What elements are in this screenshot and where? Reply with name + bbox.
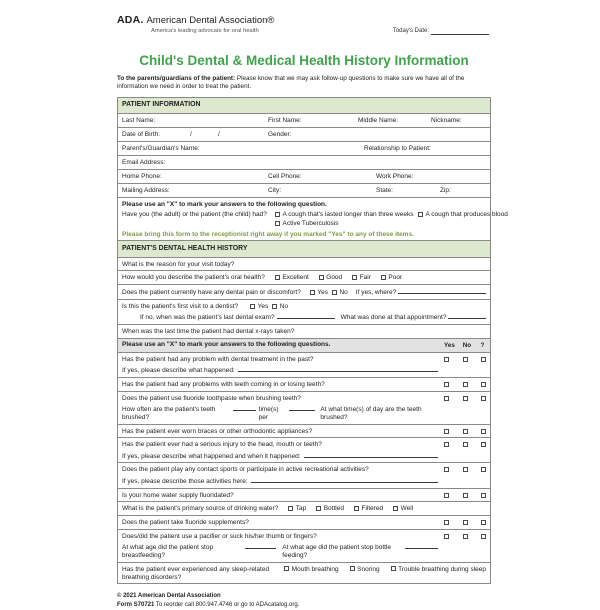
relationship-label: Relationship to Patient: (364, 144, 431, 152)
cough-question: Have you (the adult) or the patient (the child) had? (122, 211, 267, 219)
filtered-checkbox[interactable] (354, 506, 359, 511)
q8-text: What is the patient's primary source of drinking water? (122, 505, 279, 513)
q2-answers (444, 381, 486, 389)
address-row (118, 183, 490, 197)
pain-where-blank[interactable] (398, 288, 486, 294)
oral-health-row (118, 270, 490, 284)
pain-yes-checkbox[interactable] (310, 290, 315, 295)
zip-label: Zip: (440, 186, 451, 194)
dental-pain-question: Does the patient currently have any dental pain or discomfort? (122, 289, 301, 297)
work-phone-label: Work Phone: (376, 172, 414, 180)
oral-health-question: How would you describe the patient's oral health? (122, 274, 265, 282)
intro-body: Please know that we may ask follow-up questions to make sure we have all of the information we need in order to treat the patient. (117, 75, 465, 91)
question-row-pacifier (118, 529, 490, 562)
dental-pain-row (118, 284, 490, 299)
todays-date-label: Today's Date: (392, 28, 429, 34)
q5-main (122, 441, 444, 460)
cough-option-weeks (275, 211, 413, 219)
dob-gender-row (118, 127, 490, 141)
first-visit-no-checkbox[interactable] (272, 304, 277, 309)
mouth-breathing-label: Mouth breathing (291, 565, 339, 573)
visit-reason-question: What is the reason for your visit today? (122, 260, 235, 268)
first-visit-line1 (122, 303, 486, 311)
ada-logo (117, 14, 491, 27)
q10-yes-checkbox[interactable] (444, 534, 449, 539)
q4-yes-checkbox[interactable] (444, 429, 449, 434)
snoring-label: Snoring (357, 565, 380, 573)
form-header (117, 14, 491, 44)
q1-main (122, 356, 444, 375)
pain-yes-option (310, 289, 328, 297)
q11-text: Has the patient ever experienced any sleep-related breathing disorders? (122, 565, 270, 581)
dob-slash-2: / (218, 130, 220, 138)
q5-text: Has the patient ever had a serious injury to the head, mouth or teeth? (122, 441, 322, 449)
q3-answers (444, 395, 486, 422)
reorder-line (117, 601, 491, 610)
sleep-option-trouble-breathing (391, 566, 486, 574)
q10-main (122, 533, 444, 560)
email-label: Email Address: (122, 158, 166, 166)
yes-no-column-labels (444, 342, 486, 350)
question-row-contact-sports (118, 462, 490, 487)
cough-weeks-label: A cough that's lasted longer than three weeks (282, 211, 414, 219)
q2-text: Has the patient had any problems with teeth coming in or losing teeth? (122, 380, 325, 388)
sleep-option-snoring (350, 566, 380, 574)
email-row (118, 155, 490, 169)
q10-unsure-checkbox[interactable] (481, 534, 486, 539)
q4-text: Has the patient ever worn braces or other orthodontic appliances? (122, 427, 313, 435)
q3-text: Does the patient use fluoride toothpaste when brushing teeth? (122, 394, 301, 402)
question-row-fluoride-supplements (118, 515, 490, 529)
well-checkbox[interactable] (393, 506, 398, 511)
xrays-question: When was the last time the patient had dental x-rays taken? (122, 328, 295, 336)
q10-bottle-blank[interactable] (405, 543, 438, 549)
q10-no-checkbox[interactable] (463, 534, 468, 539)
q5-sub-label: If yes, please describe what happened and when it happened: (122, 452, 301, 460)
last-name-label: Last Name: (122, 116, 156, 124)
q10-breastfeeding-blank[interactable] (245, 543, 277, 549)
pain-yes-label: Yes (317, 289, 328, 297)
question-row-sleep-breathing (118, 562, 490, 584)
section-patient-information: PATIENT INFORMATION (118, 98, 490, 113)
q9-answers (444, 519, 486, 527)
q3-no-checkbox[interactable] (463, 396, 468, 401)
q7-no-checkbox[interactable] (463, 493, 468, 498)
copyright-line: © 2021 American Dental Association (117, 593, 221, 600)
first-visit-no-label: No (279, 303, 289, 311)
appointment-blank[interactable] (448, 313, 486, 319)
q6-no-checkbox[interactable] (463, 467, 468, 472)
ada-tagline: America's leading advocate for oral health (151, 27, 259, 34)
mailing-address-label: Mailing Address: (122, 186, 170, 194)
water-option-filtered (354, 505, 383, 513)
q10-answers (444, 533, 486, 560)
fair-checkbox[interactable] (352, 275, 357, 280)
q1-blank[interactable] (238, 366, 438, 372)
bottled-checkbox[interactable] (316, 506, 321, 511)
q3-times-blank[interactable] (233, 405, 256, 411)
q2-yes-checkbox[interactable] (444, 382, 449, 387)
cough-instruction: Please use an "X" to mark your answers to the following question. (122, 200, 327, 208)
water-option-bottled (316, 505, 344, 513)
col-yes-label: Yes (444, 341, 455, 349)
q6-yes-checkbox[interactable] (444, 467, 449, 472)
sleep-option-mouth-breathing (284, 566, 338, 574)
q1-sub-label: If yes, please describe what happened: (122, 367, 235, 375)
excellent-label: Excellent (282, 274, 309, 282)
q10-sub-label-1: At what age did the patient stop breastfeeding? (122, 544, 214, 560)
tap-checkbox[interactable] (288, 506, 293, 511)
q7-answers (444, 492, 486, 500)
last-exam-blank[interactable] (277, 313, 335, 319)
q1-answers (444, 356, 486, 375)
appointment-label: What was done at that appointment? (340, 314, 447, 322)
pain-no-label: No (339, 289, 348, 297)
state-label: State: (376, 186, 393, 194)
q7-yes-checkbox[interactable] (444, 493, 449, 498)
q9-yes-checkbox[interactable] (444, 520, 449, 525)
question-row-water-fluoridated (118, 488, 490, 502)
first-visit-yes-label: Yes (257, 303, 269, 311)
q10-sub (122, 543, 438, 560)
intro-paragraph (117, 75, 491, 91)
ada-logo-name: American Dental Association® (146, 15, 275, 26)
oral-health-option-fair (352, 274, 371, 282)
yes-no-instruction: Please use an "X" to mark your answers to the following questions. (122, 341, 331, 349)
q3-sub (122, 405, 438, 422)
q7-text: Is your home water supply fluoridated? (122, 491, 234, 499)
oral-health-option-poor (381, 274, 402, 282)
child-dental-history-form (117, 14, 508, 610)
water-option-tap (288, 505, 306, 513)
q1-no-checkbox[interactable] (463, 357, 468, 362)
poor-label: Poor (388, 274, 403, 282)
q4-unsure-checkbox[interactable] (481, 429, 486, 434)
visit-reason-row (118, 257, 490, 271)
phone-row (118, 169, 490, 183)
oral-health-option-excellent (275, 274, 309, 282)
q5-yes-checkbox[interactable] (444, 442, 449, 447)
filtered-label: Filtered (361, 505, 384, 513)
trouble-breathing-checkbox[interactable] (391, 566, 396, 571)
q3-unsure-checkbox[interactable] (481, 396, 486, 401)
q3-main (122, 395, 444, 422)
oral-health-option-good (319, 274, 342, 282)
q10-text: Does/did the patient use a pacifier or suck his/her thumb or fingers? (122, 532, 317, 540)
question-row-braces (118, 424, 490, 438)
q9-no-checkbox[interactable] (463, 520, 468, 525)
guardian-name-label: Parent's/Guardian's Name: (122, 144, 200, 152)
cough-blood-label: A cough that produces blood (425, 211, 508, 219)
q3-sub-label-2: time(s) per (258, 405, 279, 421)
pain-no-checkbox[interactable] (332, 290, 337, 295)
home-phone-label: Home Phone: (122, 172, 162, 180)
intro-lead: To the parents/guardians of the patient: (117, 75, 236, 83)
q6-main (122, 466, 444, 485)
q5-blank[interactable] (304, 452, 438, 458)
first-visit-question: Is this the patient's first visit to a dentist? (122, 303, 239, 311)
form-title: Child's Dental & Medical Health History Information (139, 53, 469, 68)
name-row (118, 113, 490, 127)
q5-unsure-checkbox[interactable] (481, 442, 486, 447)
tuberculosis-checkbox[interactable] (275, 221, 280, 226)
q9-unsure-checkbox[interactable] (481, 520, 486, 525)
cell-phone-label: Cell Phone: (268, 172, 302, 180)
cough-options (122, 211, 508, 228)
city-label: City: (268, 186, 281, 194)
col-no-label: No (462, 341, 472, 349)
q6-unsure-checkbox[interactable] (481, 467, 486, 472)
cough-screening-block (118, 197, 508, 241)
q6-text: Does the patient play any contact sports or participate in active recreational activities? (122, 466, 369, 474)
q2-no-checkbox[interactable] (463, 382, 468, 387)
poor-checkbox[interactable] (381, 275, 386, 280)
fair-label: Fair (359, 274, 371, 282)
first-name-label: First Name: (268, 116, 302, 124)
q7-unsure-checkbox[interactable] (481, 493, 486, 498)
good-checkbox[interactable] (319, 275, 324, 280)
form-footer (117, 592, 491, 609)
q3-sub-label-3: At what time(s) of day are the teeth brushed? (320, 405, 422, 421)
cough-weeks-checkbox[interactable] (275, 212, 280, 217)
first-visit-no-option (272, 303, 288, 311)
bottled-label: Bottled (323, 505, 344, 513)
pain-if-yes-label: If yes, where? (355, 289, 397, 297)
guardian-row (118, 141, 490, 155)
cough-blood-checkbox[interactable] (418, 212, 423, 217)
question-row-head-injury (118, 437, 490, 462)
q5-sub (122, 452, 438, 461)
first-visit-yes-option (250, 303, 268, 311)
q6-sub-label: If yes, please describe those activities here: (122, 477, 248, 485)
cough-option-tb (275, 220, 339, 228)
question-row-fluoride-toothpaste (118, 391, 490, 424)
dob-label: Date of Birth: (122, 130, 160, 138)
q4-answers (444, 428, 486, 436)
first-visit-line2 (140, 313, 486, 322)
todays-date-field (393, 28, 489, 35)
q1-unsure-checkbox[interactable] (481, 357, 486, 362)
q9-text: Does the patient take fluoride supplements? (122, 519, 249, 527)
q1-yes-checkbox[interactable] (444, 357, 449, 362)
xrays-row (118, 324, 490, 338)
q2-unsure-checkbox[interactable] (481, 382, 486, 387)
col-unsure-label: ? (480, 341, 485, 349)
excellent-checkbox[interactable] (275, 275, 280, 280)
q4-no-checkbox[interactable] (463, 429, 468, 434)
water-option-well (393, 505, 413, 513)
pain-no-option (332, 289, 348, 297)
tap-label: Tap (295, 505, 307, 513)
good-label: Good (326, 274, 343, 282)
question-row-dental-treatment-problem (118, 352, 490, 377)
trouble-breathing-label: Trouble breathing during sleep (398, 565, 486, 573)
q6-sub (122, 477, 438, 486)
q1-sub (122, 366, 438, 375)
cough-option-blood (418, 211, 508, 219)
form-number: Form S70721 (117, 602, 155, 609)
todays-date-blank[interactable] (431, 29, 489, 35)
q1-text: Has the patient had any problem with dental treatment in the past? (122, 355, 314, 363)
dob-slash-1: / (190, 130, 192, 138)
first-visit-row (118, 299, 490, 324)
q5-no-checkbox[interactable] (463, 442, 468, 447)
form-table (117, 97, 508, 585)
middle-name-label: Middle Name: (358, 116, 399, 124)
gender-label: Gender: (268, 130, 292, 138)
receptionist-note: Please bring this form to the receptionist right away if you marked "Yes" to any of these items. (122, 230, 414, 238)
yes-no-header (118, 338, 490, 352)
last-exam-label: If no, when was the patient's last dental exam? (140, 314, 275, 322)
tuberculosis-label: Active Tuberculosis (282, 220, 339, 228)
nickname-label: Nickname: (431, 116, 462, 124)
q6-blank[interactable] (251, 477, 438, 483)
q3-yes-checkbox[interactable] (444, 396, 449, 401)
question-row-teeth-coming-in (118, 377, 490, 391)
q10-sub-label-2: At what age did the patient stop bottle feeding? (282, 544, 392, 560)
snoring-checkbox[interactable] (350, 566, 355, 571)
question-row-drinking-water (118, 501, 490, 515)
ada-logo-mark: ADA. (117, 14, 144, 26)
q3-sub-label-1: How often are the patient's teeth brushed? (122, 405, 216, 421)
section-dental-health-history: PATIENT'S DENTAL HEALTH HISTORY (118, 240, 490, 256)
mouth-breathing-checkbox[interactable] (284, 566, 289, 571)
first-visit-yes-checkbox[interactable] (250, 304, 255, 309)
q6-answers (444, 466, 486, 485)
well-label: Well (400, 505, 414, 513)
reorder-text: To reorder call 800.947.4746 or go to ADAcatalog.org. (154, 602, 300, 609)
q3-per-blank[interactable] (289, 405, 315, 411)
q5-answers (444, 441, 486, 460)
